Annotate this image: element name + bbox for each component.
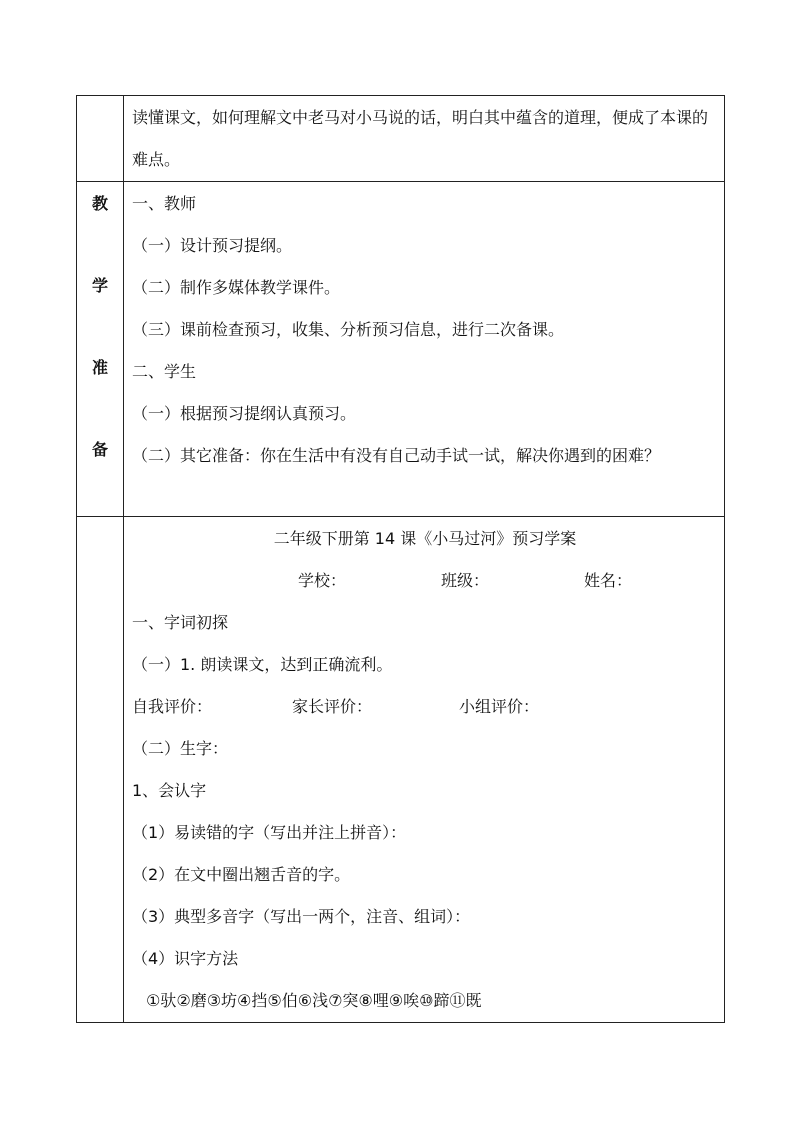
prep-item-check: （三）课前检查预习，收集、分析预习信息，进行二次备课。: [132, 320, 565, 339]
section-word-exploration: 一、字词初探: [132, 613, 229, 632]
prep-item-multimedia: （二）制作多媒体教学课件。: [132, 278, 341, 297]
row-difficulty: [77, 96, 725, 182]
question-misread: （1）易读错的字（写出并注上拼音）：: [132, 823, 407, 842]
preview-plan-content: [124, 517, 725, 1023]
label-char-3: 准: [91, 358, 108, 377]
class-field-label: 班级：: [440, 571, 489, 590]
sub-recognize-characters: 1、会认字: [132, 781, 207, 800]
preview-plan-label-cell: [77, 517, 124, 1023]
prep-teacher-heading: 一、教师: [132, 194, 197, 213]
lesson-plan-sheet: [76, 95, 710, 1023]
student-info-fields: [132, 560, 718, 602]
item-new-characters: （二）生字：: [132, 739, 229, 758]
question-retroflex: （2）在文中圈出翘舌音的字。: [132, 865, 351, 884]
prep-student-heading: 二、学生: [132, 362, 197, 381]
preview-plan-title: 二年级下册第 14 课《小马过河》预习学案: [273, 529, 577, 548]
name-field-label: 姓名：: [584, 571, 633, 590]
self-eval-label: 自我评价：: [132, 697, 213, 716]
row-preview-plan: [77, 517, 725, 1023]
group-eval-label: 小组评价：: [459, 697, 540, 716]
school-field-label: 学校：: [297, 571, 346, 590]
lesson-plan-table: [76, 95, 725, 1023]
question-polyphone: （3）典型多音字（写出一两个，注音、组词）：: [132, 907, 471, 926]
prep-item-other: （二）其它准备：你在生活中有没有自己动手试一试，解决你遇到的困难？: [132, 446, 661, 465]
row-difficulty-label-cell: [77, 96, 124, 182]
item-read-aloud: （一）1. 朗读课文，达到正确流利。: [132, 655, 393, 674]
prep-item-outline: （一）设计预习提纲。: [132, 236, 293, 255]
label-char-1: 教: [91, 194, 108, 213]
preparation-vertical-label: [77, 182, 123, 471]
evaluation-fields: [132, 686, 718, 728]
row-preparation: [77, 182, 725, 517]
preparation-label-cell: [77, 182, 124, 517]
label-char-4: 备: [91, 440, 108, 459]
preparation-content: [124, 182, 725, 517]
question-method: （4）识字方法: [132, 949, 239, 968]
row-difficulty-content: [124, 96, 725, 182]
difficulty-text: 读懂课文，如何理解文中老马对小马说的话，明白其中蕴含的道理，便成了本课的难点。: [132, 108, 709, 169]
character-list: ①驮②磨③坊④挡⑤伯⑥浅⑦突⑧哩⑨唉⑩蹄⑪既: [146, 991, 482, 1010]
prep-item-preview: （一）根据预习提纲认真预习。: [132, 404, 357, 423]
parent-eval-label: 家长评价：: [292, 697, 373, 716]
label-char-2: 学: [91, 276, 108, 295]
